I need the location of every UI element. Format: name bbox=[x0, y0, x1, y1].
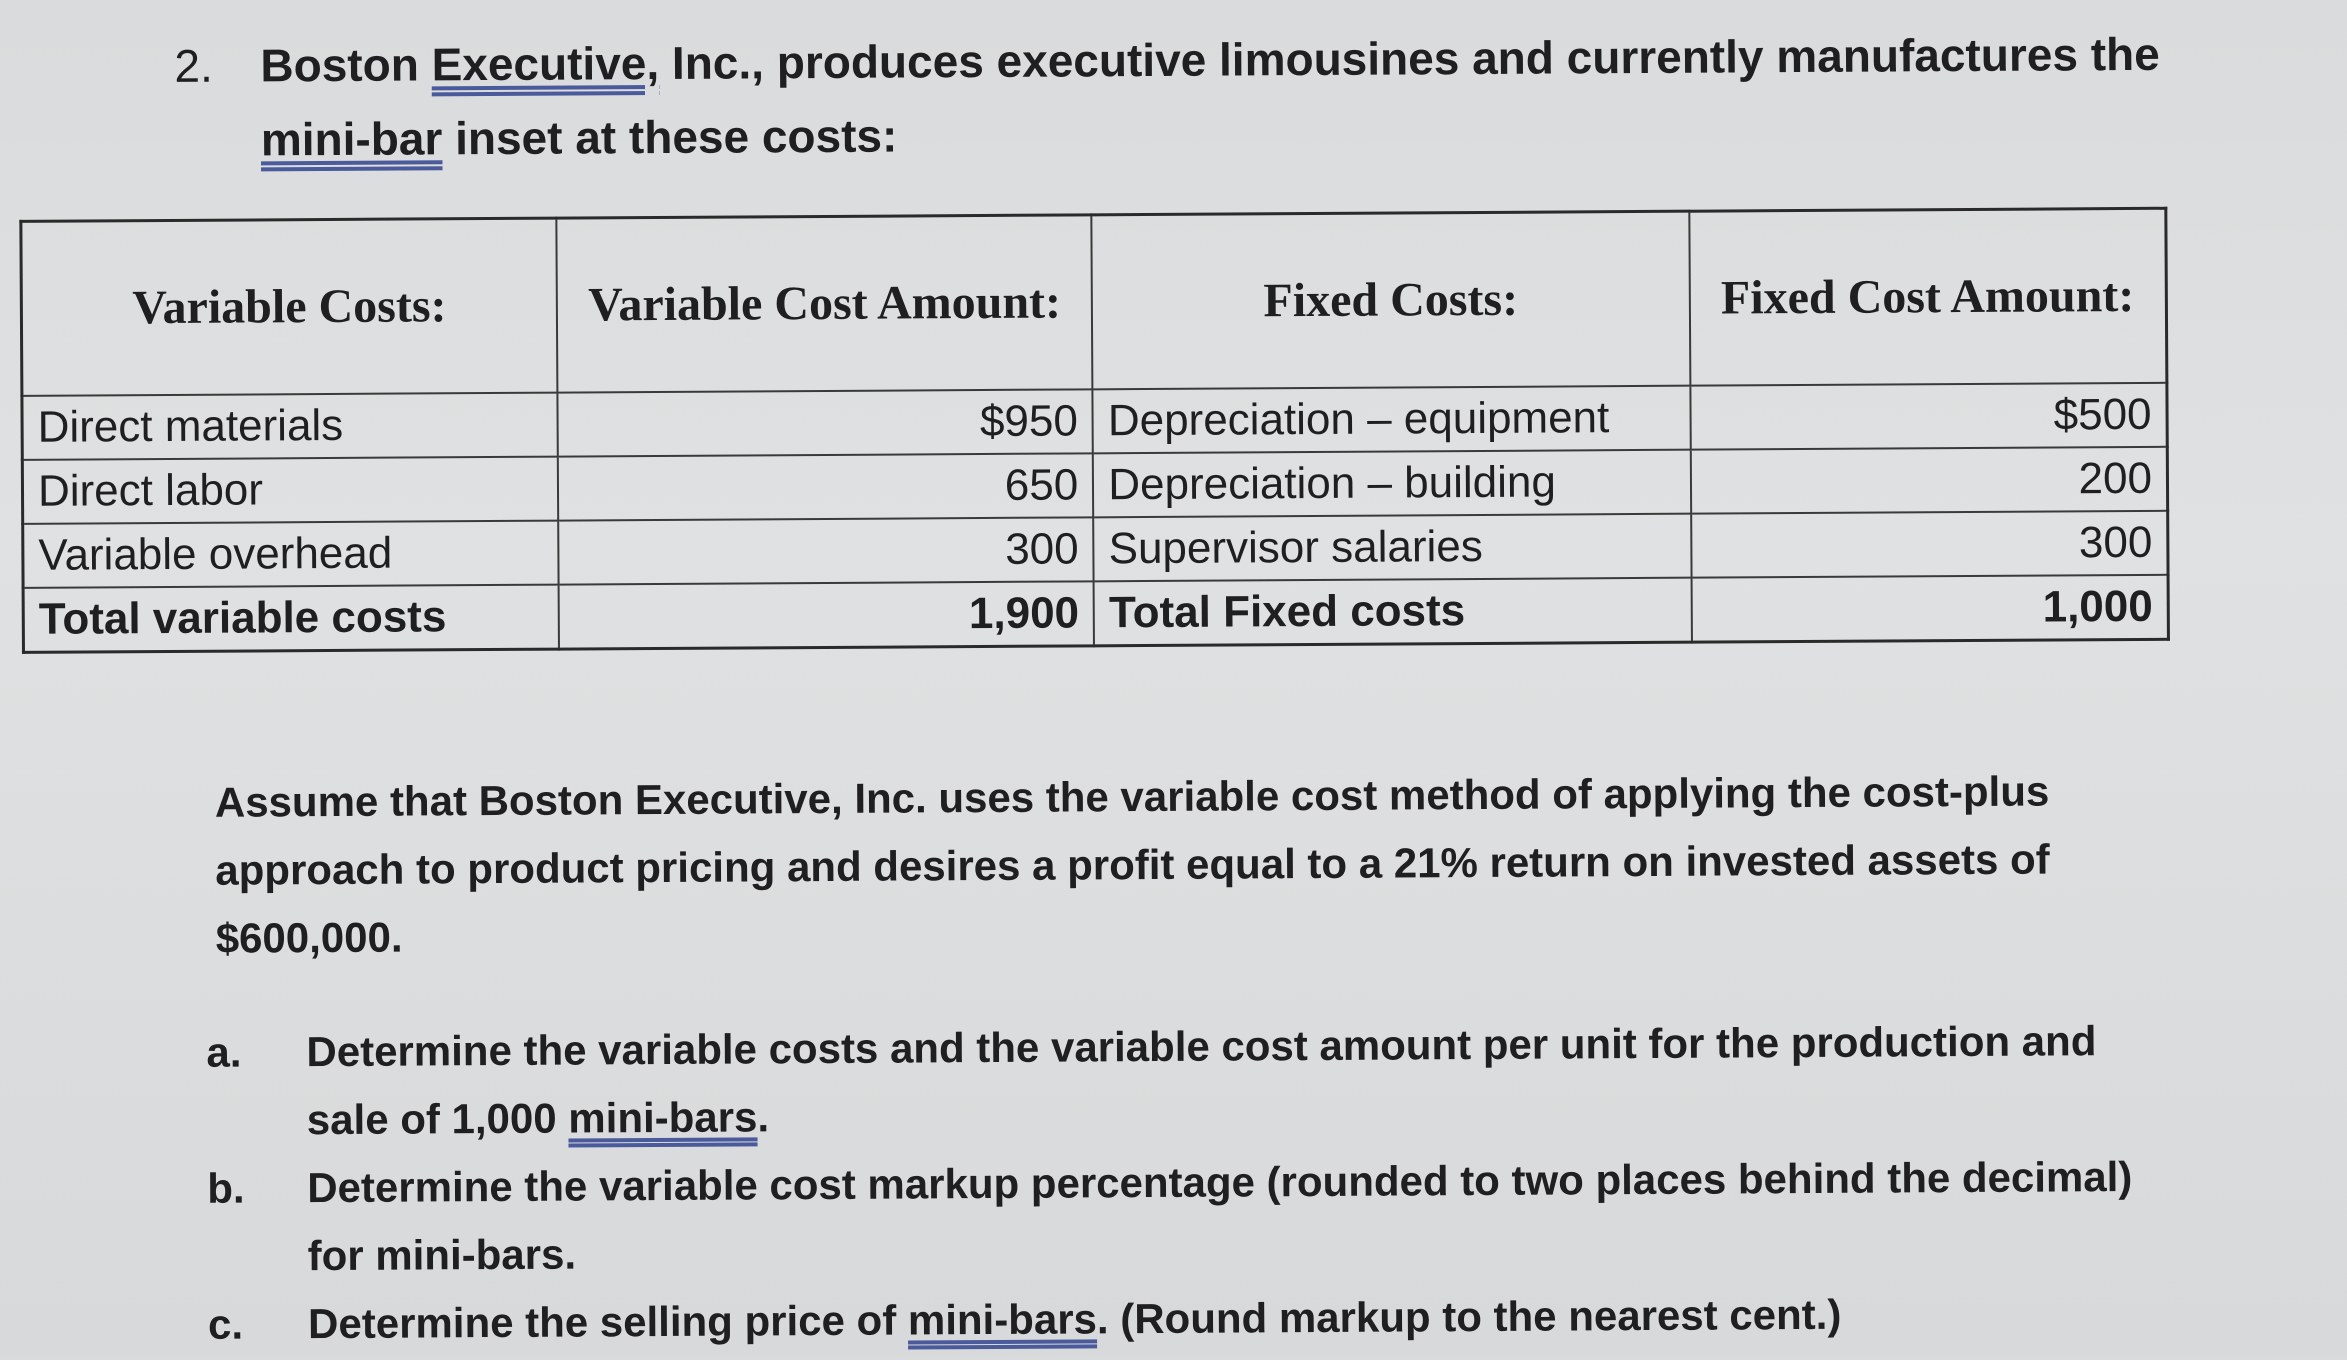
variable-cost-amount: 650 bbox=[558, 453, 1094, 520]
variable-cost-amount: 300 bbox=[558, 517, 1094, 584]
fixed-cost-amount: 200 bbox=[1690, 447, 2167, 514]
fixed-cost-amount: 300 bbox=[1691, 511, 2168, 578]
total-fixed-costs-amount: 1,000 bbox=[1691, 575, 2168, 642]
problem-statement-line-2: mini-bar inset at these costs: bbox=[260, 109, 898, 166]
question-a: a. Determine the variable costs and the variable cost amount per unit for the production and sale of 1,000 mini-bars. bbox=[206, 1017, 2097, 1144]
assumption-paragraph: Assume that Boston Executive, Inc. uses the variable cost method of applying the cost-plus approach to product pricing and desires a profit equal to a 21% return on invested assets of $600,000. bbox=[214, 767, 2050, 962]
header-variable-costs: Variable Costs: bbox=[21, 218, 558, 396]
fixed-cost-label: Supervisor salaries bbox=[1093, 514, 1691, 582]
problem-statement-line-1: Boston Executive, Inc., produces executive limousines and currently manufactures the bbox=[260, 27, 2160, 92]
problem-heading bbox=[174, 17, 2176, 166]
spellcheck-underlined-word: mini-bars bbox=[907, 1295, 1098, 1344]
question-letter: a. bbox=[206, 1028, 242, 1076]
variable-cost-label: Variable overhead bbox=[23, 521, 559, 588]
fixed-cost-amount: $500 bbox=[1690, 383, 2167, 450]
spellcheck-underlined-word: mini-bar bbox=[260, 112, 443, 166]
variable-cost-label: Direct materials bbox=[22, 393, 558, 460]
question-b: b. Determine the variable cost markup percentage (rounded to two places behind the decimal) for mini-bars. bbox=[207, 1152, 2133, 1280]
question-letter: b. bbox=[207, 1164, 245, 1212]
variable-cost-amount: $950 bbox=[558, 389, 1094, 456]
header-fixed-cost-amount: Fixed Cost Amount: bbox=[1689, 208, 2167, 385]
header-fixed-costs: Fixed Costs: bbox=[1092, 211, 1690, 389]
header-variable-cost-amount: Variable Cost Amount: bbox=[556, 215, 1092, 393]
spellcheck-underlined-word: Executive, bbox=[431, 36, 660, 91]
question-c: c. Determine the selling price of mini-bars. (Round markup to the nearest cent.) bbox=[308, 1279, 2158, 1358]
variable-cost-label: Direct labor bbox=[22, 457, 558, 524]
spellcheck-underlined-word: mini-bars bbox=[568, 1093, 758, 1142]
total-fixed-costs-label: Total Fixed costs bbox=[1094, 578, 1692, 646]
total-variable-costs-amount: 1,900 bbox=[559, 581, 1095, 649]
table-total-row bbox=[23, 575, 2168, 653]
fixed-cost-label: Depreciation – equipment bbox=[1093, 386, 1691, 454]
question-letter: c. bbox=[207, 1300, 244, 1348]
problem-number: 2. bbox=[174, 39, 213, 92]
table-header-row bbox=[21, 208, 2167, 396]
cost-table bbox=[19, 207, 2170, 654]
fixed-cost-label: Depreciation – building bbox=[1093, 450, 1691, 518]
total-variable-costs-label: Total variable costs bbox=[23, 585, 559, 653]
